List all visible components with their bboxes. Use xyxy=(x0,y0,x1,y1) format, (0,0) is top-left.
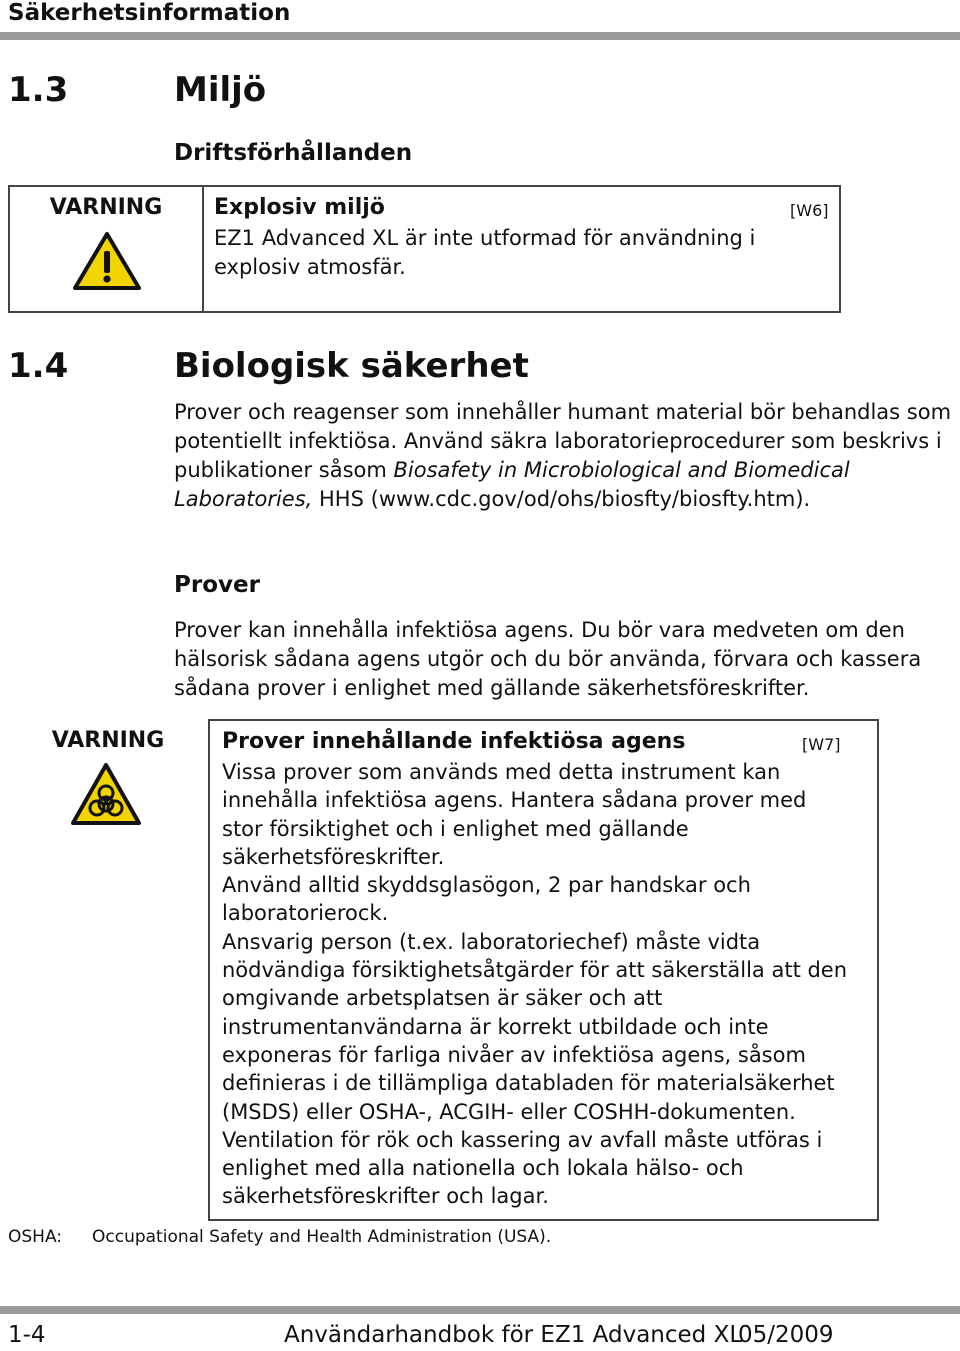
warning-label-cell xyxy=(10,187,204,311)
warning-line: innehålla infektiösa agens. Hantera sådana prover med xyxy=(222,788,807,813)
page-number: 1-4 xyxy=(8,1322,46,1348)
warning-title: Prover innehållande infektiösa agens xyxy=(222,729,686,754)
prover-paragraph: Prover kan innehålla infektiösa agens. Du bör vara medveten om den hälsorisk sådana agens utgör och du bör använda, förvara och kassera sådana prover i enlighet med gällande säkerhetsföreskrifter. xyxy=(174,618,922,700)
section-number-1-4: 1.4 xyxy=(8,346,69,386)
warning-title: Explosiv miljö xyxy=(214,195,385,220)
section-number-1-3: 1.3 xyxy=(8,70,69,110)
warning-line: säkerhetsföreskrifter och lagar. xyxy=(222,1184,549,1209)
subheading-driftsforhallanden: Driftsförhållanden xyxy=(174,140,413,166)
cdc-link[interactable]: www.cdc.gov/od/ohs/biosfty/biosfty.htm xyxy=(378,487,796,511)
warning-line: EZ1 Advanced XL är inte utformad för användning i xyxy=(214,226,756,250)
warning-line: explosiv atmosfär. xyxy=(214,255,406,279)
warning-line: Ventilation för rök och kassering av avfall måste utföras i xyxy=(222,1127,823,1152)
warning-text xyxy=(222,758,872,1211)
warning-line: omgivande arbetsplatsen är säker och att xyxy=(222,986,663,1011)
abbreviation-definition: Occupational Safety and Health Administration (USA). xyxy=(92,1227,552,1247)
warning-label: VARNING xyxy=(49,195,163,220)
footer-rule xyxy=(0,1306,960,1314)
warning-line: Vissa prover som används med detta instrument kan xyxy=(222,760,781,784)
warning-text xyxy=(214,224,755,282)
warning-line: nödvändiga försiktighetsåtgärder för att säkerställa att den xyxy=(222,958,848,983)
warning-line: (MSDS) eller OSHA-, ACGIH- eller COSHH-dokumenten. xyxy=(222,1099,796,1124)
warning-line: definieras i de tillämpliga databladen för materialsäkerhet xyxy=(222,1071,835,1096)
warning-box-w6 xyxy=(8,185,841,313)
warning-label-w7: VARNING xyxy=(51,728,165,753)
warning-line: instrumentanvändarna är korrekt utbildade och inte xyxy=(222,1014,769,1039)
warning-triangle-icon xyxy=(72,231,142,291)
warning-line: säkerhetsföreskrifter. xyxy=(222,844,445,869)
publication-title: Biosafety in Microbiological and Biomedical Laboratories, xyxy=(174,458,850,511)
document-date: 05/2009 xyxy=(738,1322,834,1348)
warning-code: [W7] xyxy=(802,735,841,754)
warning-line: stor försiktighet och i enlighet med gällande xyxy=(222,816,689,841)
abbreviation-term: OSHA: xyxy=(8,1227,63,1247)
running-header: Säkerhetsinformation xyxy=(8,0,291,26)
warning-line: exponeras för farliga nivåer av infektiösa agens, såsom xyxy=(222,1042,806,1067)
biohazard-icon xyxy=(70,762,142,826)
warning-line: laboratorierock. xyxy=(222,901,389,926)
intro-paragraph: Prover och reagenser som innehåller humant material bör behandlas som potentiellt infektiösa. Använd säkra laboratorieprocedurer som beskrivs i publikationer såsom Biosafety in Microbiological and Biomedical Laboratories, HHS (www.cdc.gov/od/ohs/biosfty/biosfty.htm). xyxy=(174,400,952,511)
warning-line: Använd alltid skyddsglasögon, 2 par handskar och xyxy=(222,873,751,898)
document-title: Användarhandbok för EZ1 Advanced XL xyxy=(284,1322,743,1348)
warning-line: enlighet med alla nationella och lokala hälso- och xyxy=(222,1156,744,1181)
warning-code: [W6] xyxy=(790,201,829,220)
section-title-biologisk-sakerhet: Biologisk säkerhet xyxy=(174,346,529,386)
section-title-miljo: Miljö xyxy=(174,70,267,110)
subheading-prover: Prover xyxy=(174,572,260,598)
header-rule xyxy=(0,32,960,40)
warning-line: Ansvarig person (t.ex. laboratoriechef) måste vidta xyxy=(222,929,761,954)
warning-box-w7 xyxy=(208,719,879,1221)
